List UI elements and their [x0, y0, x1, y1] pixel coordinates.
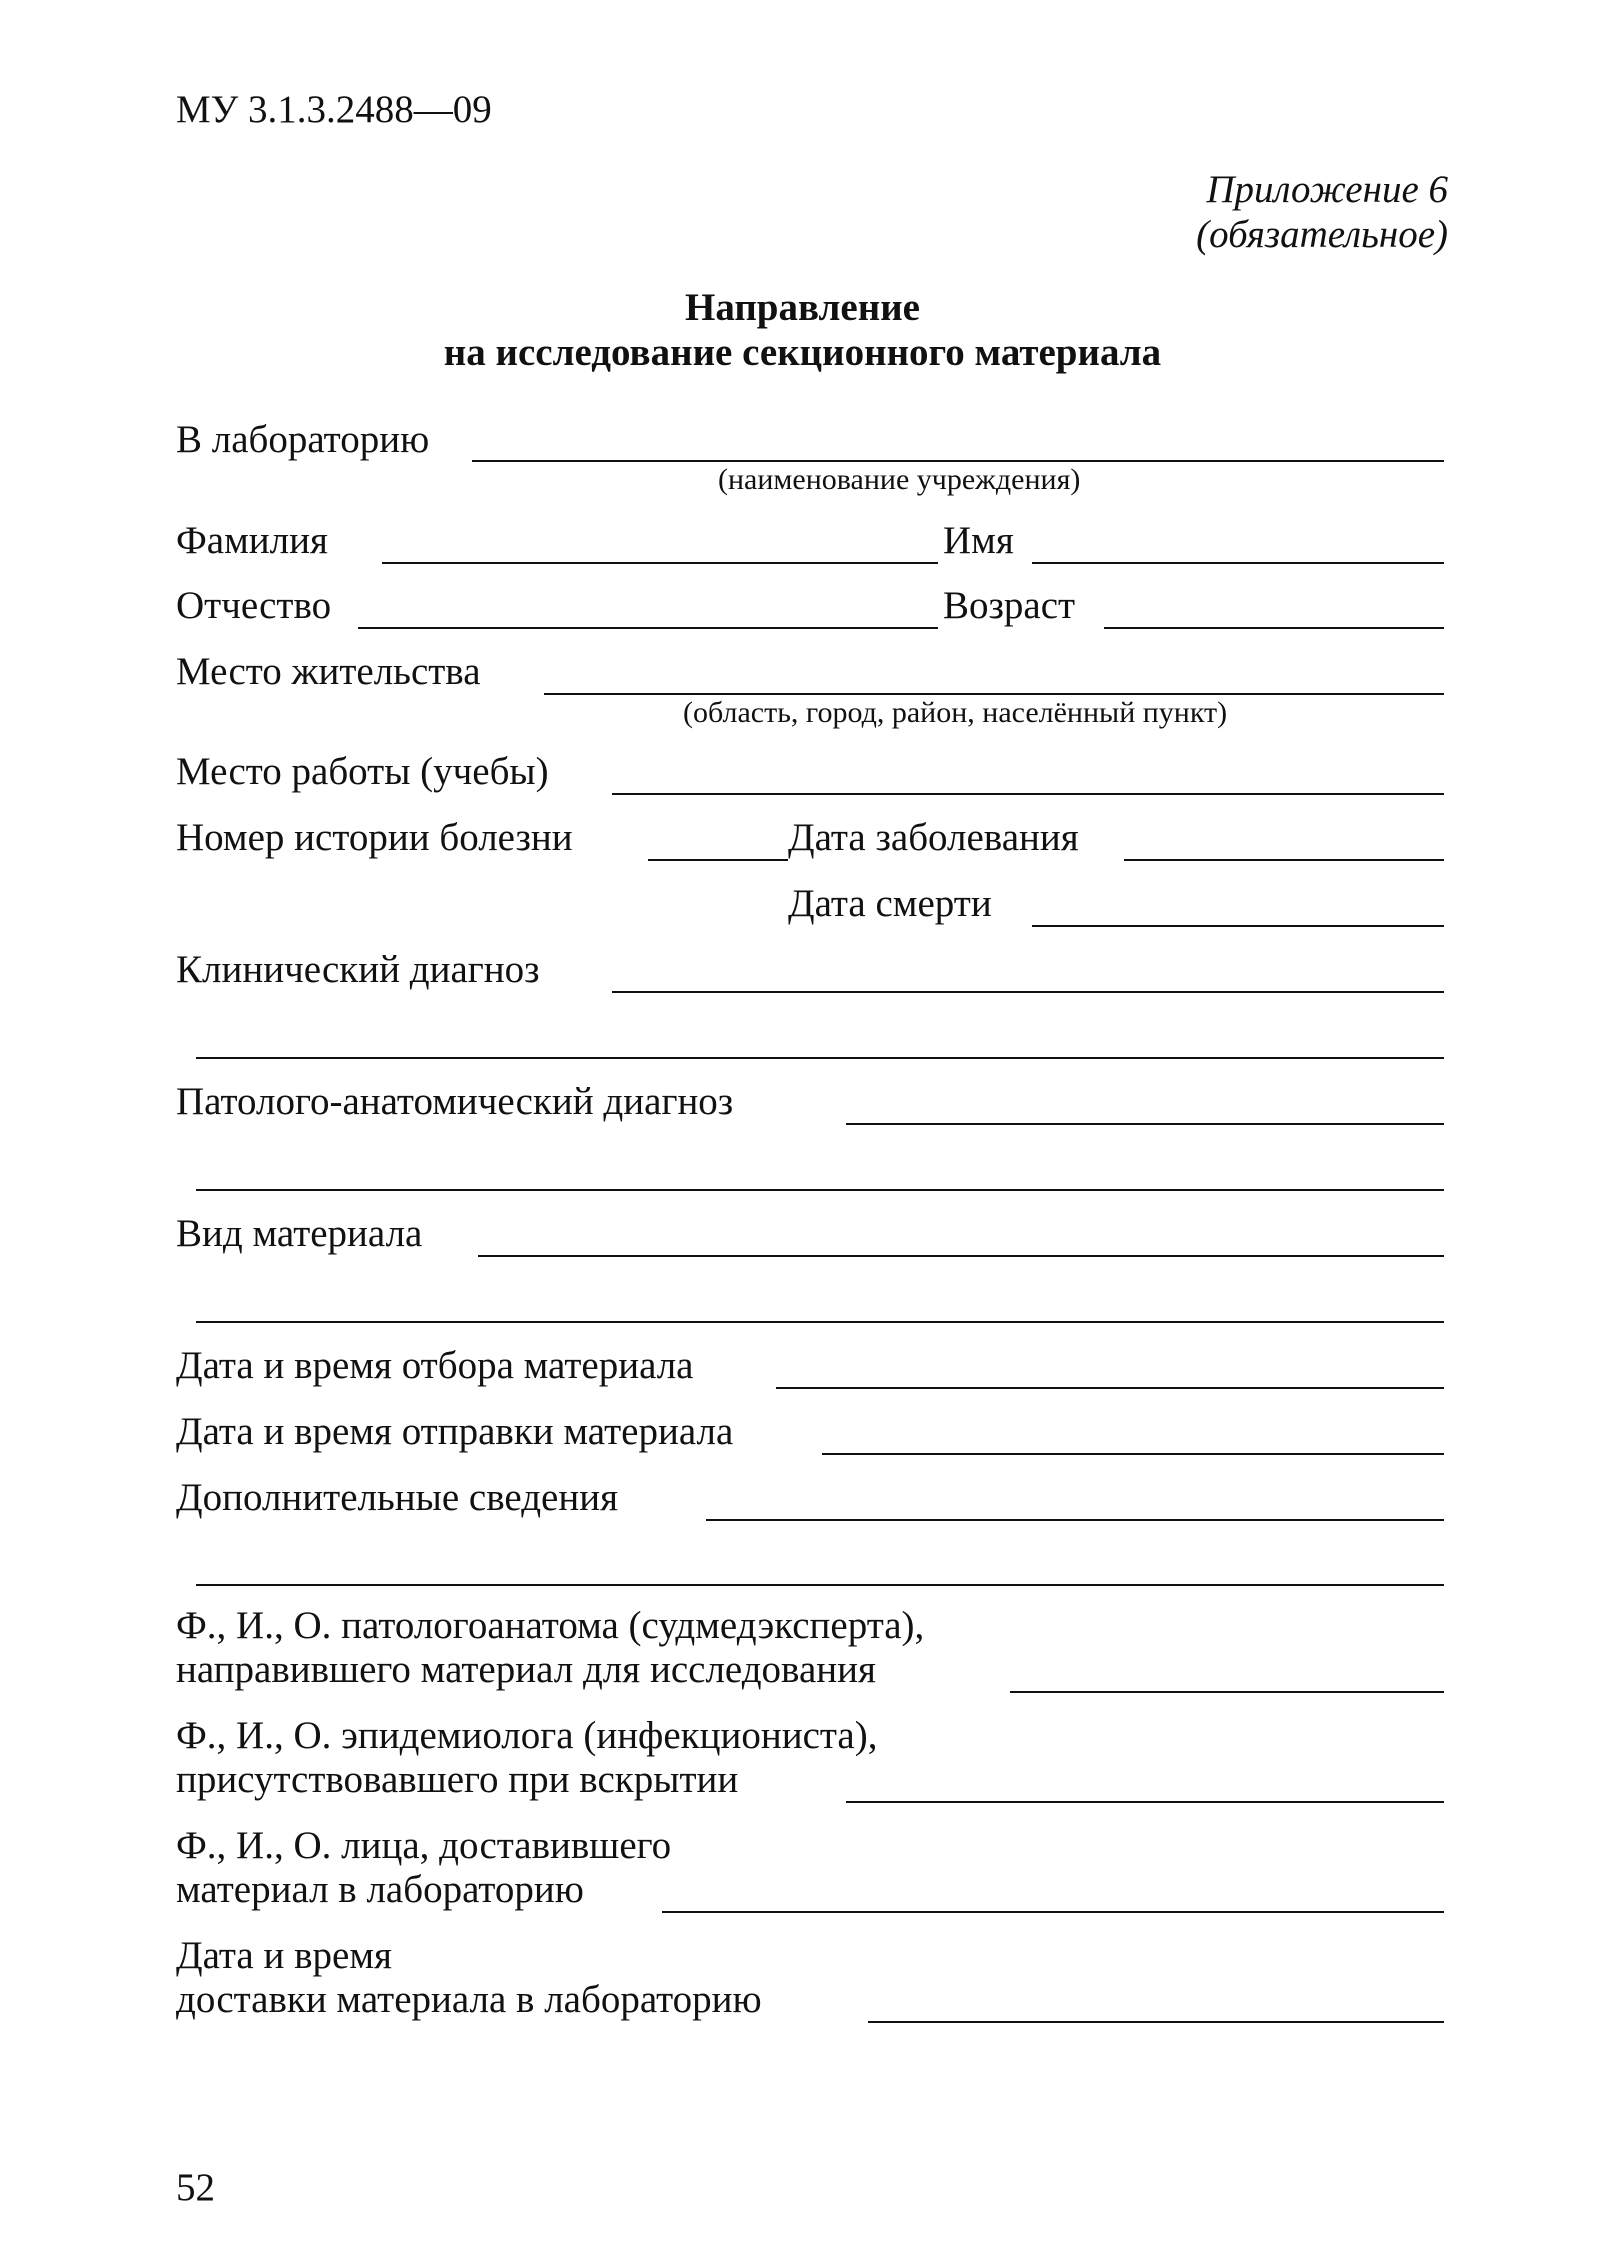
patronymic-field[interactable]	[358, 627, 938, 629]
epidemiologist-label-line2: присутствовавшего при вскрытии	[176, 1758, 739, 1801]
workplace-field[interactable]	[612, 793, 1444, 795]
form-subtitle: на исследование секционного материала	[443, 331, 1162, 374]
lab-hint: (наименование учреждения)	[718, 463, 1081, 496]
residence-label: Место жительства	[176, 650, 481, 693]
pathological-diagnosis-field-continued[interactable]	[196, 1189, 1444, 1191]
history-number-field[interactable]	[648, 859, 788, 861]
material-type-field[interactable]	[478, 1255, 1444, 1257]
patronymic-label: Отчество	[176, 584, 332, 627]
clinical-diagnosis-field-continued[interactable]	[196, 1057, 1444, 1059]
workplace-label: Место работы (учебы)	[176, 750, 549, 793]
age-label: Возраст	[943, 584, 1076, 627]
pathologist-field[interactable]	[1010, 1691, 1444, 1693]
collection-datetime-field[interactable]	[776, 1387, 1444, 1389]
appendix-status: (обязательное)	[1196, 213, 1448, 256]
death-date-label: Дата смерти	[788, 882, 992, 925]
illness-date-label: Дата заболевания	[788, 816, 1079, 859]
delivery-datetime-label-line1: Дата и время	[176, 1934, 392, 1977]
pathological-diagnosis-label: Патолого-анатомический диагноз	[176, 1080, 734, 1123]
history-number-label: Номер истории болезни	[176, 816, 573, 859]
epidemiologist-field[interactable]	[846, 1801, 1444, 1803]
appendix-label: Приложение 6	[1206, 168, 1448, 211]
residence-hint: (область, город, район, населённый пункт)	[683, 696, 1228, 729]
page-number: 52	[176, 2166, 215, 2209]
document-code: МУ 3.1.3.2488—09	[176, 88, 492, 131]
courier-label-line2: материал в лабораторию	[176, 1868, 584, 1911]
collection-datetime-label: Дата и время отбора материала	[176, 1344, 694, 1387]
dispatch-datetime-label: Дата и время отправки материала	[176, 1410, 734, 1453]
material-type-field-continued[interactable]	[196, 1321, 1444, 1323]
additional-info-field[interactable]	[706, 1519, 1444, 1521]
delivery-datetime-field[interactable]	[868, 2021, 1444, 2023]
surname-label: Фамилия	[176, 519, 328, 562]
name-label: Имя	[943, 519, 1014, 562]
pathological-diagnosis-field[interactable]	[846, 1123, 1444, 1125]
illness-date-field[interactable]	[1124, 859, 1444, 861]
epidemiologist-label-line1: Ф., И., О. эпидемиолога (инфекциониста),	[176, 1714, 878, 1757]
material-type-label: Вид материала	[176, 1212, 423, 1255]
pathologist-label-line1: Ф., И., О. патологоанатома (судмедэксперта),	[176, 1604, 925, 1647]
clinical-diagnosis-field[interactable]	[612, 991, 1444, 993]
death-date-field[interactable]	[1032, 925, 1444, 927]
lab-field[interactable]	[472, 460, 1444, 462]
additional-info-field-continued[interactable]	[196, 1584, 1444, 1586]
dispatch-datetime-field[interactable]	[822, 1453, 1444, 1455]
pathologist-label-line2: направившего материал для исследования	[176, 1648, 876, 1691]
courier-field[interactable]	[662, 1911, 1444, 1913]
clinical-diagnosis-label: Клинический диагноз	[176, 948, 540, 991]
additional-info-label: Дополнительные сведения	[176, 1476, 619, 1519]
name-field[interactable]	[1032, 562, 1444, 564]
residence-field[interactable]	[544, 693, 1444, 695]
lab-label: В лабораторию	[176, 418, 430, 461]
age-field[interactable]	[1104, 627, 1444, 629]
surname-field[interactable]	[382, 562, 938, 564]
delivery-datetime-label-line2: доставки материала в лабораторию	[176, 1978, 762, 2021]
courier-label-line1: Ф., И., О. лица, доставившего	[176, 1824, 672, 1867]
form-title: Направление	[685, 286, 920, 329]
